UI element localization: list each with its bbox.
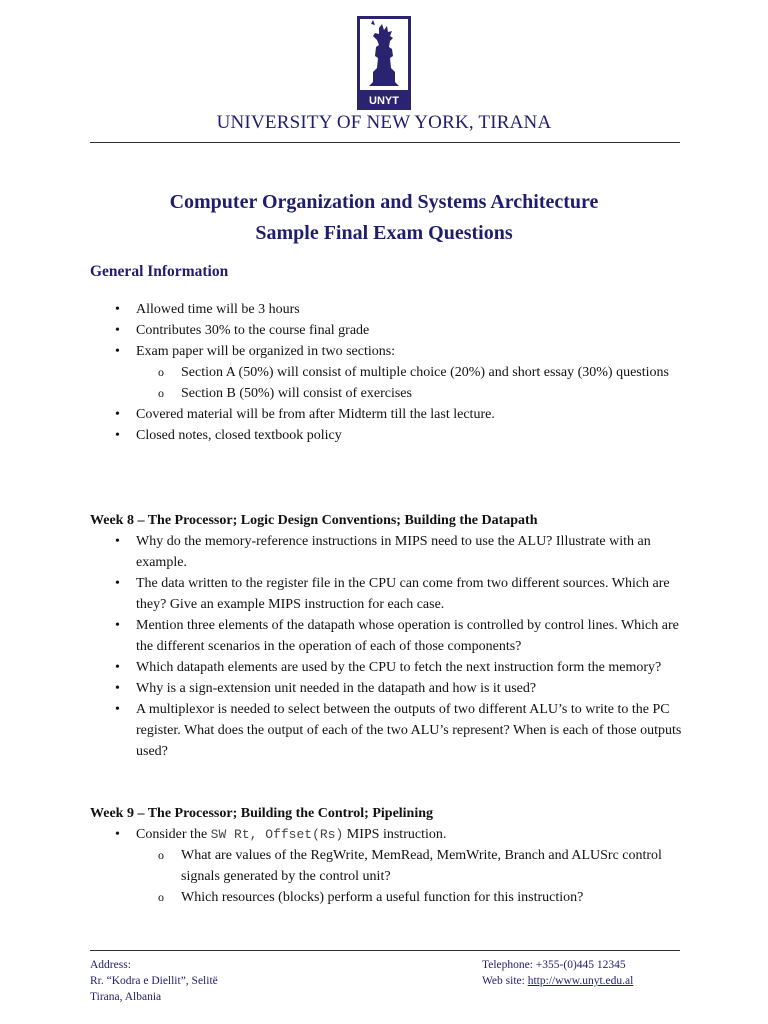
address-line-1: Rr. “Kodra e Diellit”, Selitë [90,975,218,987]
week9-heading: Week 9 – The Processor; Building the Control; Pipelining [90,806,434,821]
list-item: • Which datapath elements are used by the CPU to fetch the next instruction form the memory? [90,657,690,678]
general-info-heading: General Information [90,263,229,280]
list-item: • Mention three elements of the datapath whose operation is controlled by control lines. Which are the different scenarios in the operation of each of those components? [90,615,690,657]
footer-address [90,957,218,1005]
list-item: • Allowed time will be 3 hours [90,299,690,320]
list-item: • The data written to the register file in the CPU can come from two different sources. Which are they? Give an example MIPS instruction for each case. [90,573,690,615]
header-divider [90,142,680,143]
list-item: • A multiplexor is needed to select between the outputs of two different ALU’s to write to the PC register. What does the output of each of the two ALU’s represent? When is each of those outputs used? [90,699,690,762]
week8-heading: Week 8 – The Processor; Logic Design Conventions; Building the Datapath [90,513,538,528]
course-title: Computer Organization and Systems Architecture [169,191,599,213]
logo-text: UNYT [369,95,399,107]
exam-title: Sample Final Exam Questions [255,222,513,244]
address-line-2: Tirana, Albania [90,991,162,1003]
address-label: Address: [90,959,131,971]
week8-section [90,510,690,762]
list-item: • Why is a sign-extension unit needed in the datapath and how is it used? [90,678,690,699]
list-item: • Contributes 30% to the course final grade [90,320,690,341]
sub-list-item: o Which resources (blocks) perform a useful function for this instruction? [90,887,690,908]
instruction-code: SW Rt, Offset(Rs) [210,827,344,842]
telephone: Telephone: +355-(0)445 12345 [482,959,626,971]
website-label: Web site: [482,975,525,987]
week9-section [90,803,690,908]
website-link[interactable]: http://www.unyt.edu.al [527,975,634,987]
footer-contact [482,957,633,989]
general-info-list [90,299,690,446]
unyt-logo [357,16,411,110]
list-item: • Covered material will be from after Midterm till the last lecture. [90,404,690,425]
sub-list-item: o Section B (50%) will consist of exercises [90,383,690,404]
sub-list-item: o Section A (50%) will consist of multiple choice (20%) and short essay (30%) questions [90,362,690,383]
list-item: • Why do the memory-reference instructions in MIPS need to use the ALU? Illustrate with an example. [90,531,690,573]
list-item: • Closed notes, closed textbook policy [90,425,690,446]
footer-divider [90,950,680,951]
list-item: • Consider the SW Rt, Offset(Rs) MIPS instruction. o What are values of the RegWrite, MemRead, MemWrite, Branch and ALUSrc control signals generated by the control unit? o Which resources (blocks) perform a useful function for this instruction? [90,824,690,908]
list-item: • Exam paper will be organized in two sections: o Section A (50%) will consist of multiple choice (20%) and short essay (30%) questions o Section B (50%) will consist of exercises [90,341,690,404]
university-name: UNIVERSITY OF NEW YORK, TIRANA [216,112,552,133]
sub-list-item: o What are values of the RegWrite, MemRead, MemWrite, Branch and ALUSrc control signals generated by the control unit? [90,845,690,887]
